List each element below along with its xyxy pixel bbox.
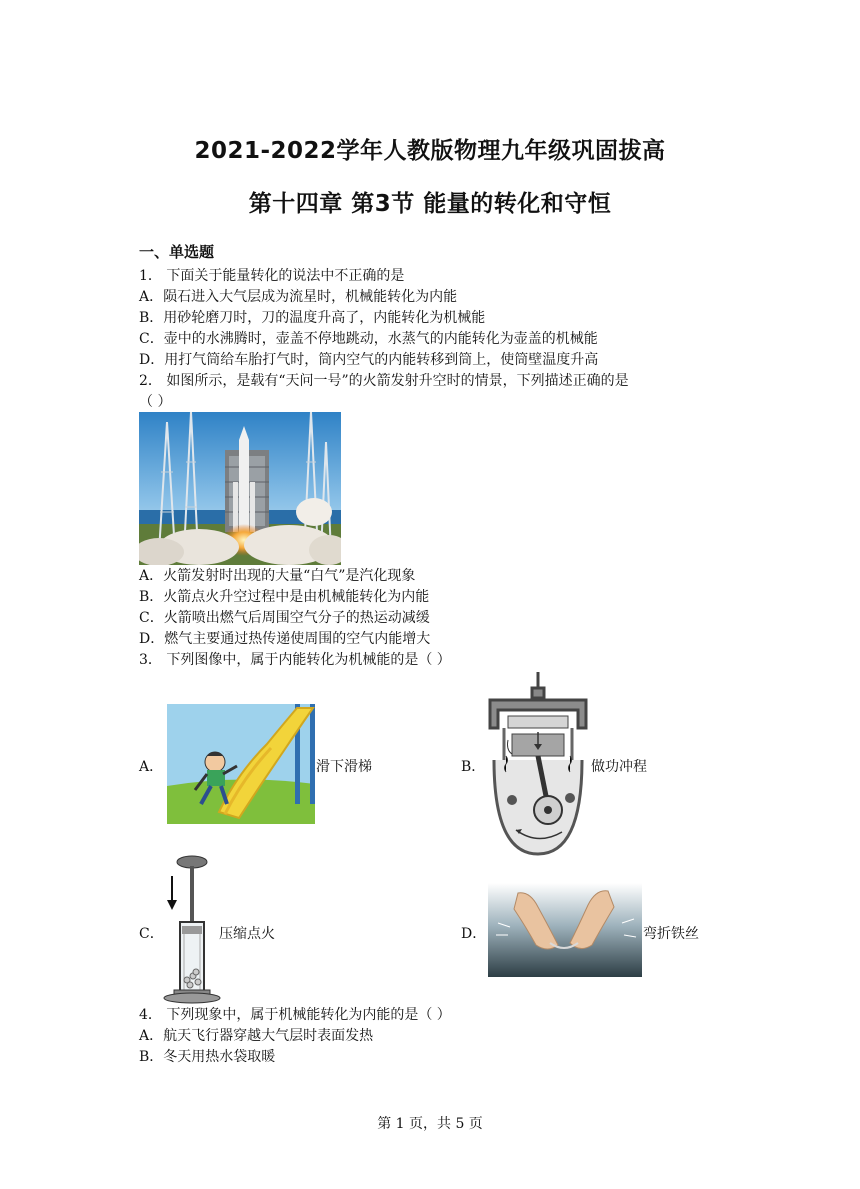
q1-option-a: A．陨石进入大气层成为流星时，机械能转化为内能: [139, 289, 458, 305]
doc-subtitle: 第十四章 第3节 能量的转化和守恒: [248, 191, 612, 217]
q2-stem-cont: （ ）: [139, 394, 172, 410]
section-heading: 一、单选题: [139, 243, 215, 261]
q3-option-b-label: B．: [461, 759, 486, 775]
q3-option-b-caption: 做功冲程: [591, 759, 647, 775]
q4-option-a: A．航天飞行器穿越大气层时表面发热: [139, 1028, 374, 1044]
q1-stem: 1． 下面关于能量转化的说法中不正确的是: [139, 268, 405, 284]
q4-stem: 4． 下列现象中，属于机械能转化为内能的是（ ）: [139, 1007, 451, 1023]
q3-option-d-caption: 弯折铁丝: [643, 926, 699, 942]
page-footer: 第 1 页，共 5 页: [377, 1116, 483, 1132]
bending-wire-image: [488, 883, 642, 977]
rocket-launch-image: [139, 412, 341, 565]
q4-option-b: B．冬天用热水袋取暖: [139, 1049, 276, 1065]
q2-option-d: D．燃气主要通过热传递使周围的空气内能增大: [139, 631, 431, 647]
q2-option-b: B．火箭点火升空过程中是由机械能转化为内能: [139, 589, 430, 605]
engine-power-stroke-image: [486, 670, 590, 858]
q1-option-c: C．壶中的水沸腾时，壶盖不停地跳动，水蒸气的内能转化为壶盖的机械能: [139, 331, 598, 347]
q3-stem: 3． 下列图像中，属于内能转化为机械能的是（ ）: [139, 652, 451, 668]
q2-option-c: C．火箭喷出燃气后周围空气分子的热运动减缓: [139, 610, 430, 626]
q3-option-c-label: C．: [139, 926, 164, 942]
q2-stem: 2． 如图所示，是载有“天问一号”的火箭发射升空时的情景，下列描述正确的是: [139, 373, 629, 389]
q1-option-d: D．用打气筒给车胎打气时，筒内空气的内能转移到筒上，使筒壁温度升高: [139, 352, 599, 368]
q3-option-a-caption: 滑下滑梯: [316, 759, 372, 775]
slide-image: [167, 704, 315, 824]
q1-option-b: B．用砂轮磨刀时，刀的温度升高了，内能转化为机械能: [139, 310, 486, 326]
q3-option-d-label: D．: [461, 926, 487, 942]
q3-option-c-caption: 压缩点火: [219, 926, 275, 942]
doc-title: 2021-2022学年人教版物理九年级巩固拔高: [194, 138, 666, 164]
q3-option-a-label: A．: [139, 759, 164, 775]
q2-option-a: A．火箭发射时出现的大量“白气”是汽化现象: [139, 568, 416, 584]
compression-ignition-image: [160, 852, 222, 1004]
